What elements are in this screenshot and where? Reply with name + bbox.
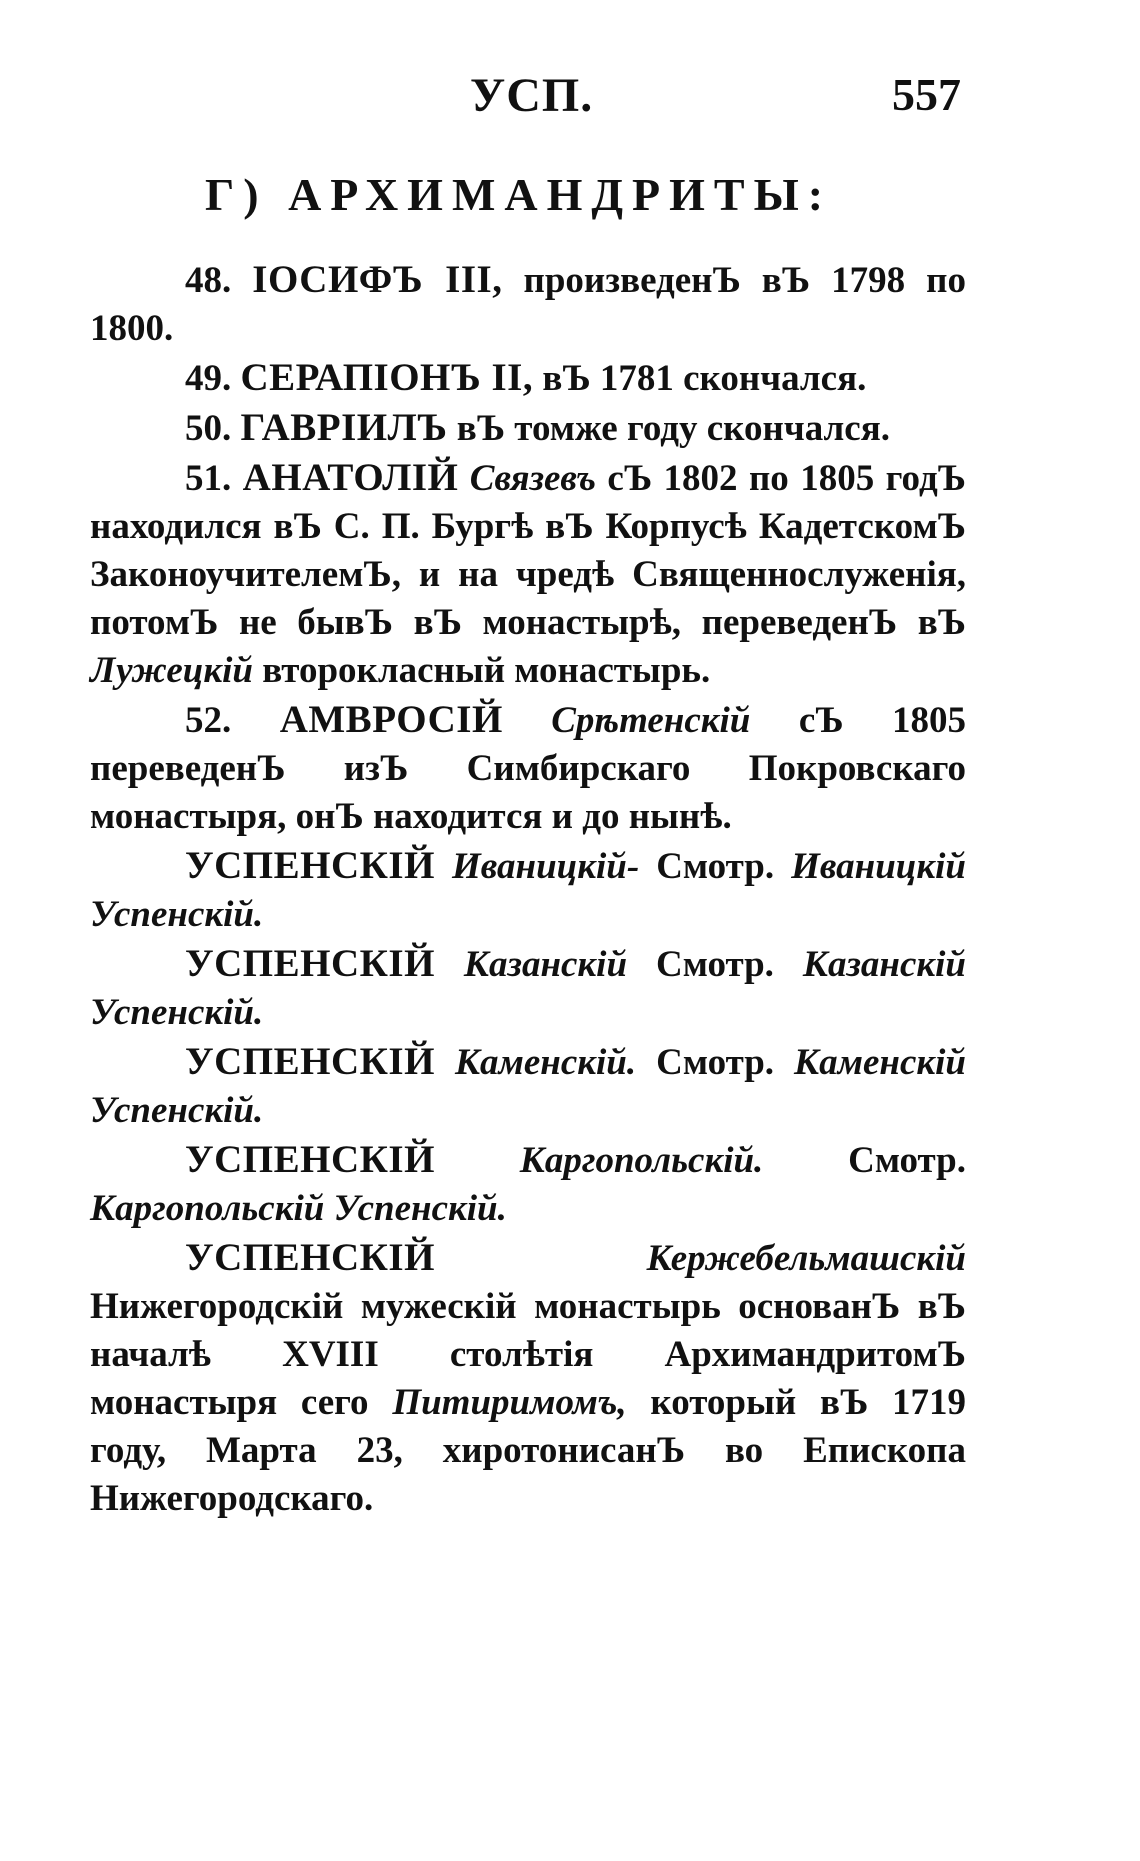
entry-51 — [90, 454, 966, 695]
entry-name: ІОСИФЪ III, — [252, 258, 503, 301]
entry-surname: Связевъ — [469, 458, 596, 499]
entry-name: СЕРАПІОНЪ II, — [240, 356, 534, 399]
cross-ref-name: УСПЕНСКІЙ — [185, 1138, 435, 1181]
cross-ref-qualifier: Иваницкій- — [451, 846, 640, 887]
running-head — [0, 68, 1140, 128]
see-label: Смотр. — [848, 1140, 966, 1181]
entry-text: вЪ 1781 скончался. — [542, 358, 867, 399]
see-label: Смотр. — [656, 944, 774, 985]
entry-50 — [90, 404, 966, 453]
entry-number: 52. — [185, 700, 232, 741]
entry-text: сЪ 1805 переведенЪ изЪ Симбирскаго Покровскаго монастыря, онЪ находится и до нынѣ. — [90, 700, 967, 837]
final-entry-text: Нижегородскій мужескій монастырь основанЪ вЪ началѣ XVIII столѣтія АрхимандритомЪ монастыря сего — [90, 1286, 966, 1423]
section-title: Г) АРХИМАНДРИТЫ: — [205, 169, 833, 220]
cross-ref-name: УСПЕНСКІЙ — [185, 1040, 435, 1083]
cross-ref-target: Каменскій Успенскій. — [90, 1042, 966, 1131]
cross-ref-name: УСПЕНСКІЙ — [185, 844, 435, 887]
entry-name: АМВРОСІЙ — [279, 698, 503, 741]
entry-name: АНАТОЛІЙ — [242, 456, 459, 499]
cross-ref-target: Каргопольскій Успенскій. — [90, 1188, 507, 1229]
entry-surname: Срѣтенскій — [551, 700, 751, 741]
entry-text: сЪ 1802 по 1805 годЪ находился вЪ С. П. Бургѣ вЪ Корпусѣ КадетскомЪ ЗаконоучителемЪ, и на чредѣ Священнослуженія, потомЪ не бывЪ вЪ монастырѣ, переведенЪ вЪ — [90, 458, 966, 643]
final-entry — [90, 1234, 966, 1523]
see-label: Смотр. — [656, 1042, 775, 1083]
cross-ref-target: Казанскій Успенскій. — [90, 944, 967, 1033]
entry-48 — [90, 256, 966, 353]
entry-52 — [90, 696, 966, 841]
cross-ref-target: Иваницкій Успенскій. — [90, 846, 966, 935]
entry-place: Лужецкій — [90, 650, 253, 691]
final-entry-person: Питиримомъ, — [392, 1382, 627, 1423]
final-entry-name: УСПЕНСКІЙ — [185, 1236, 435, 1279]
cross-ref-qualifier: Казанскій — [463, 944, 628, 985]
cross-ref-4 — [90, 1136, 966, 1233]
cross-ref-3 — [90, 1038, 966, 1135]
cross-ref-qualifier: Каменскій. — [454, 1042, 637, 1083]
cross-ref-name: УСПЕНСКІЙ — [185, 942, 435, 985]
cross-ref-2 — [90, 940, 966, 1037]
final-entry-text-2: который вЪ 1719 году, Марта 23, хиротонисанЪ во Епископа Нижегородскаго. — [90, 1382, 967, 1519]
entry-text: произведенЪ вЪ 1798 по 1800. — [90, 260, 967, 349]
final-entry-qualifier: Кержебельмашскій — [646, 1238, 966, 1279]
entry-number: 48. — [185, 260, 232, 301]
entry-number: 50. — [185, 408, 232, 449]
page-number: 557 — [892, 69, 961, 120]
cross-ref-qualifier: Каргопольскій. — [519, 1140, 764, 1181]
entry-number: 49. — [185, 358, 232, 399]
entry-text: вЪ томже году скончался. — [456, 408, 890, 449]
entry-number: 51. — [185, 458, 232, 499]
entry-name: ГАВРІИЛЪ — [240, 406, 448, 449]
entry-49 — [90, 354, 966, 403]
see-label: Смотр. — [656, 846, 775, 887]
body-text — [90, 256, 966, 1524]
entry-text-2: второкласный монастырь. — [262, 650, 711, 691]
running-title: УСП. — [470, 69, 594, 122]
cross-ref-1 — [90, 842, 966, 939]
